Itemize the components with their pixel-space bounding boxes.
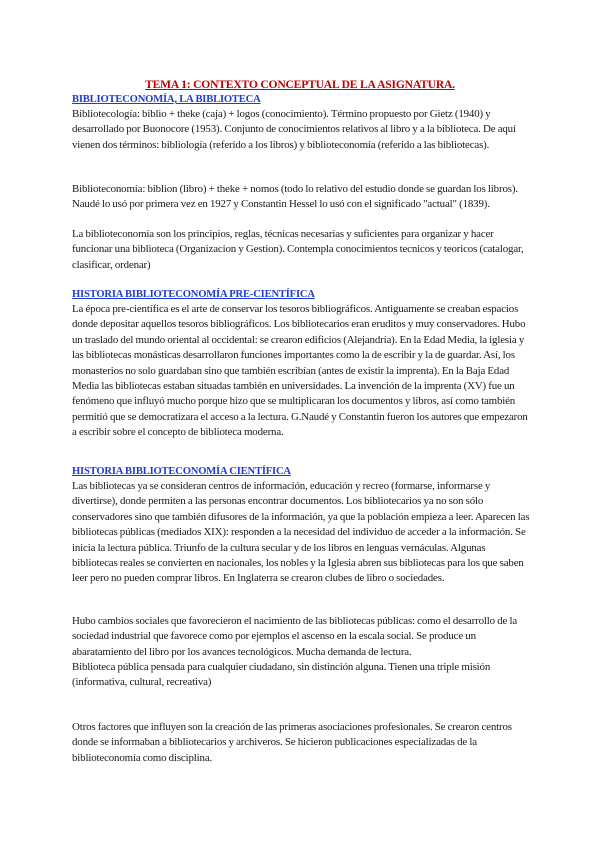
section-heading-cientifica: HISTORIA BIBLIOTECONOMÍA CIENTÍFICA — [72, 466, 291, 477]
paragraph-pre-cientifica: La época pre-científica es el arte de conservar los tesoros bibliográficos. Antiguamente se creaban espacios donde depositar aquellos tesoros bibliográficos. Los bibliotecarios eran eruditos y muy conservadores. Hubo un traslado del mundo oriental al occidental: se crearon edificios (Alejandría). En la Edad Media, la iglesia y las bibliotecas monásticas desarrollaron funciones importantes como la de escribir y la de guardar. Así, los monasterios no solo guardaban sino que también escribían (antes de existir la imprenta). En la Baja Edad Media las bibliotecas estaban situadas también en universidades. La invención de la imprenta (XV) fue un fenómeno que influyó mucho porque hizo que se multiplicaran los documentos y libros, así como también permitió que se democratizara el acceso a la lectura. G.Naudé y Constantin fueron los autores que empezaron a escribir sobre el concepto de biblioteca moderna. — [72, 303, 528, 439]
paragraph-cientifica: Las bibliotecas ya se consideran centros de información, educación y recreo (formarse, informarse y divertirse), donde permiten a las personas encontrar documentos. Los bibliotecarios ya no son sólo conservadores sino que también difusores de la información, ya que la población empieza a leer. Aparecen las bibliotecas públicas (mediados XIX): responden a la necesidad del individuo de acceder a la información. Se inicia la lectura pública. Triunfo de la cultura secular y de los libros en lenguas vernáculas. Algunas bibliotecas reales se convierten en nacionales, los nobles y la Iglesia abren sus bibliotecas para los que saben leer pero no pueden comprar libros. En Inglaterra se crearon clubes de libro o sociedades. — [72, 480, 530, 585]
paragraph-cambios-sociales: Hubo cambios sociales que favorecieron el nacimiento de las bibliotecas públicas: como el desarrollo de la sociedad industrial que favorece como por ejemplos el ascenso en la escala social. Se produce un abaratamiento del libro por los avances tecnológicos. Mucha demanda de lectura. — [72, 615, 518, 658]
paragraph-bibliotecologia: Bibliotecología: biblio + theke (caja) + logos (conocimiento). Término propuesto por Gietz (1940) y desarrollado por Buonocore (1953). Conjunto de conocimientos relativos al libro y a la biblioteca. De aquí vienen dos términos: bibliología (referido a los libros) y biblioteconomía (referido a las bibliotecas). — [72, 108, 516, 151]
section-heading-biblioteconomia: BIBLIOTECONOMÍA, LA BIBLIOTECA — [72, 94, 261, 105]
section-heading-pre-cientifica: HISTORIA BIBLIOTECONOMÍA PRE-CIENTÍFICA — [72, 289, 315, 300]
paragraph-biblioteca-publica: Biblioteca pública pensada para cualquier ciudadano, sin distinción alguna. Tienen una triple misión (informativa, cultural, recreativa) — [72, 661, 491, 689]
paragraph-otros-factores: Otros factores que influyen son la creación de las primeras asociaciones profesionales. Se crearon centros donde se informaban a bibliotecarios y archiveros. Se hicieron publicaciones especializadas de la biblioteconomía como disciplina. — [72, 721, 512, 764]
paragraph-biblioteconomia-definicion: Biblioteconomía: biblion (libro) + theke + nomos (todo lo relativo del estudio donde se guardan los libros). Naudé lo usó por primera vez en 1927 y Constantin Hessel lo usó con el significado "actual" (1839). — [72, 183, 518, 211]
document-title: TEMA 1: CONTEXTO CONCEPTUAL DE LA ASIGNATURA. — [145, 78, 455, 91]
paragraph-biblioteconomia-principios: La biblioteconomía son los principios, reglas, técnicas necesarias y suficientes para organizar y hacer funcionar una biblioteca (Organizacion y Gestion). Contempla conocimientos tecnicos y teoricos (catalogar, clasificar, ordenar) — [72, 228, 524, 271]
